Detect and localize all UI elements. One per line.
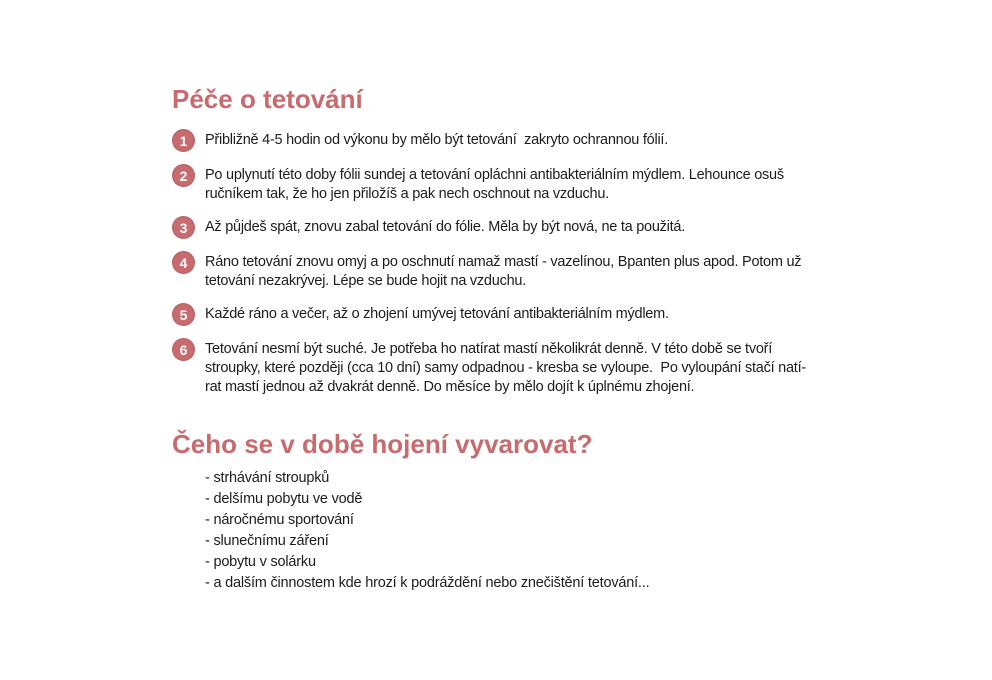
content-column	[172, 84, 872, 594]
step-text-line: Každé ráno a večer, až o zhojení umývej tetování antibakteriálním mýdlem.	[205, 306, 669, 322]
avoid-list-item: - pobytu v solárku	[205, 554, 316, 570]
avoid-list-item: - a dalším činnostem kde hrozí k podráždění nebo znečištění tetování...	[205, 575, 650, 591]
step-text-line: Ráno tetování znovu omyj a po oschnutí namaž mastí - vazelínou, Bpanten plus apod. Potom už	[205, 254, 802, 270]
step-text	[205, 131, 668, 150]
step-number-badge: 3	[172, 216, 195, 239]
step-text	[205, 218, 685, 237]
step-text	[205, 166, 784, 204]
care-step-2	[172, 166, 872, 204]
page-title: Péče o tetování	[172, 84, 363, 114]
step-text	[205, 340, 806, 397]
step-text-line: Přibližně 4-5 hodin od výkonu by mělo být tetování zakryto ochrannou fólií.	[205, 132, 668, 148]
step-number-badge: 5	[172, 303, 195, 326]
care-step-4	[172, 253, 872, 291]
step-number-badge: 4	[172, 251, 195, 274]
step-text-line: stroupky, které později (cca 10 dní) samy odpadnou - kresba se vyloupe. Po vyloupání stačí natí-	[205, 360, 806, 376]
avoid-list-item: - náročnému sportování	[205, 512, 354, 528]
step-number-badge: 2	[172, 164, 195, 187]
step-text	[205, 305, 669, 324]
care-steps-list	[172, 131, 872, 397]
step-number-badge: 1	[172, 129, 195, 152]
step-text-line: ručníkem tak, že ho jen přiložíš a pak nech oschnout na vzduchu.	[205, 186, 609, 202]
avoid-list-item: - strhávání stroupků	[205, 470, 330, 486]
care-step-3	[172, 218, 872, 239]
avoid-list-item: - delšímu pobytu ve vodě	[205, 491, 363, 507]
avoid-list	[205, 468, 872, 594]
step-number-badge: 6	[172, 338, 195, 361]
section-title-avoid: Čeho se v době hojení vyvarovat?	[172, 429, 593, 459]
avoid-list-item: - slunečnímu záření	[205, 533, 329, 549]
step-text-line: Po uplynutí této doby fólii sundej a tetování opláchni antibakteriálním mýdlem. Lehounce osuš	[205, 167, 784, 183]
care-step-1	[172, 131, 872, 152]
care-step-5	[172, 305, 872, 326]
step-text-line: Tetování nesmí být suché. Je potřeba ho natírat mastí několikrát denně. V této době se tvoří	[205, 341, 773, 357]
step-text-line: tetování nezakrývej. Lépe se bude hojit na vzduchu.	[205, 273, 526, 289]
step-text	[205, 253, 801, 291]
step-text-line: Až půjdeš spát, znovu zabal tetování do fólie. Měla by být nová, ne ta použitá.	[205, 219, 686, 235]
care-step-6	[172, 340, 872, 397]
step-text-line: rat mastí jednou až dvakrát denně. Do měsíce by mělo dojít k úplnému zhojení.	[205, 379, 695, 395]
